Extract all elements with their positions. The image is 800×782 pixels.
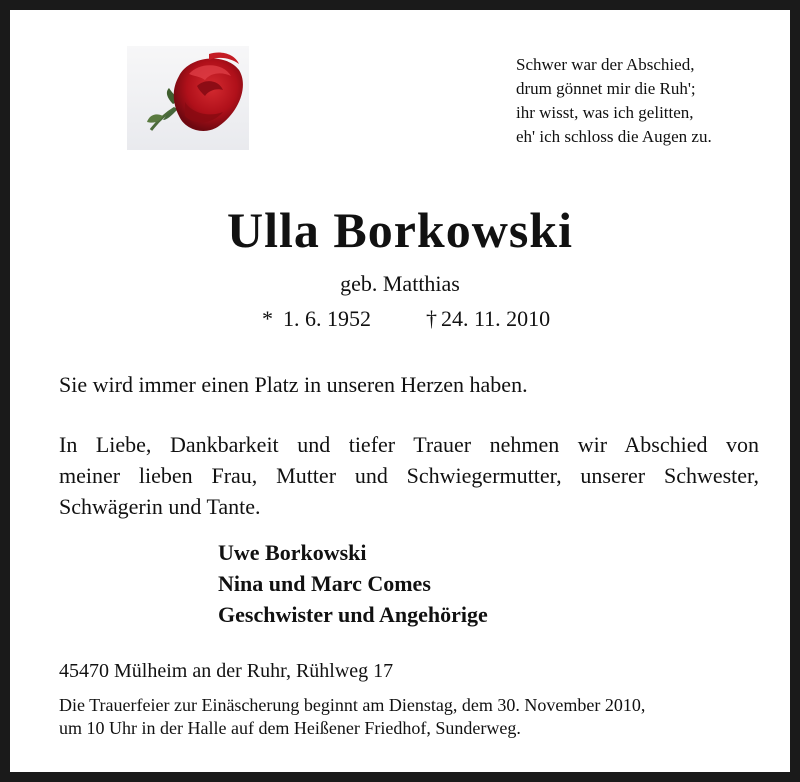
poem-line: eh' ich schloss die Augen zu. [516, 127, 712, 146]
death-date-group [426, 306, 550, 332]
red-rose-icon [127, 46, 249, 150]
deceased-name: Ulla Borkowski [226, 202, 573, 258]
birth-date: 1. 6. 1952 [283, 306, 371, 331]
birth-date-group [262, 306, 371, 332]
poem-line: Schwer war der Abschied, [516, 55, 695, 74]
maiden-name: geb. Matthias [340, 271, 460, 296]
death-date: 24. 11. 2010 [441, 306, 551, 331]
signer: Uwe Borkowski [218, 540, 367, 565]
paragraph-line: In Liebe, Dankbarkeit und tiefer Trauer nehmen wir Abschied von [59, 432, 759, 457]
ceremony-line: Die Trauerfeier zur Einäscherung beginnt am Dienstag, dem 30. November 2010, [59, 695, 646, 715]
signer: Geschwister und Angehörige [218, 602, 488, 627]
paragraph-line: meiner lieben Frau, Mutter und Schwiegermutter, unserer Schwester, [59, 463, 759, 488]
poem-line: ihr wisst, was ich gelitten, [516, 103, 694, 122]
poem-line: drum gönnet mir die Ruh'; [516, 79, 696, 98]
memorial-line: Sie wird immer einen Platz in unseren Herzen haben. [59, 372, 528, 397]
signers [218, 537, 488, 630]
ceremony-line: um 10 Uhr in der Halle auf dem Heißener Friedhof, Sunderweg. [59, 718, 521, 738]
rose-image [127, 46, 249, 150]
birth-star-icon: * [262, 306, 273, 331]
farewell-paragraph [59, 429, 759, 522]
signer: Nina und Marc Comes [218, 571, 431, 596]
ceremony-info [59, 694, 645, 740]
death-cross-icon: † [426, 306, 437, 331]
paragraph-line: Schwägerin und Tante. [59, 494, 261, 519]
poem [516, 53, 712, 149]
address: 45470 Mülheim an der Ruhr, Rühlweg 17 [59, 660, 394, 682]
